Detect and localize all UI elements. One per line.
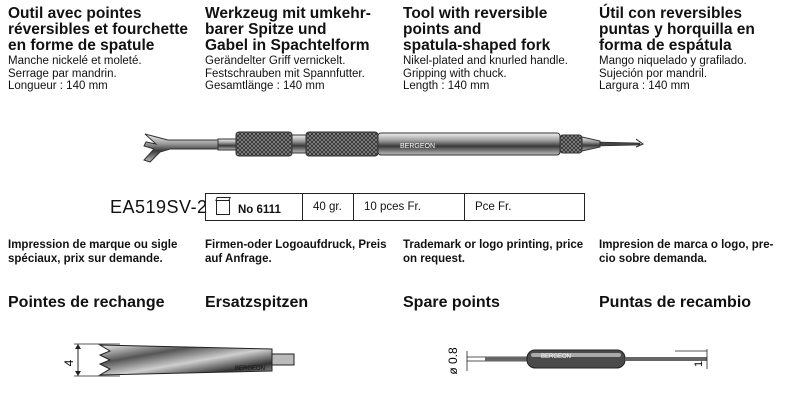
spatula-fork	[144, 134, 218, 162]
desc-es: Mango niquelado y grafilado. Sujeción por mandril. Largura : 140 mm	[599, 55, 747, 92]
column-en	[403, 6, 595, 93]
desc-fr: Manche nickelé et moleté. Serrage par mandrin. Longueur : 140 mm	[8, 55, 142, 92]
knurled-grip	[236, 132, 292, 156]
desc-en: Nikel-plated and knurled handle. Gripping with chuck. Length : 140 mm	[403, 55, 568, 92]
chuck	[560, 135, 582, 153]
desc-de: Gerändelter Griff vernickelt. Festschrauben mit Spannfutter. Gesamtlänge : 140 mm	[205, 55, 365, 92]
tool-illustration	[140, 122, 680, 168]
column-de	[205, 6, 397, 93]
pin-brand-label: BERGEON	[541, 354, 572, 360]
spare-heading-es: Puntas de recambio	[599, 294, 752, 311]
note-en: Trademark or logo printing, price on request.	[403, 239, 584, 265]
spare-brand-label: BERGEON	[235, 366, 266, 372]
product-code: EA519SV-2	[110, 197, 208, 217]
order-table	[205, 193, 585, 221]
title-en: Tool with reversible points and spatula-shaped fork	[403, 5, 551, 54]
brand-label: BERGEON	[400, 143, 436, 150]
height-label: 4	[62, 359, 76, 367]
product-number: No 6111	[238, 204, 281, 216]
spare-pin-drawing	[445, 335, 715, 385]
package-icon	[216, 200, 230, 215]
spare-heading-fr: Pointes de rechange	[8, 294, 165, 311]
note-es: Impresion de marca o logo, pre- cio sobre demanda.	[599, 239, 774, 265]
note-fr: Impression de marque ou sigle spéciaux, prix sur demande.	[8, 239, 178, 265]
tip-label: 1	[693, 360, 705, 367]
point-tip	[600, 142, 640, 146]
diameter-label: ø 0.8	[446, 347, 460, 375]
column-fr	[8, 6, 200, 93]
title-de: Werkzeug mit umkehr- barer Spitze und Gabel in Spachtelform	[205, 5, 371, 54]
note-de: Firmen-oder Logoaufdruck, Preis auf Anfrage.	[205, 239, 387, 265]
spare-spatula-drawing	[60, 335, 320, 385]
price-pack: 10 pces Fr.	[354, 194, 465, 221]
spare-heading-de: Ersatzspitzen	[205, 294, 309, 311]
title-fr: Outil avec pointes réversibles et fourchette en forme de spatule	[8, 5, 189, 54]
weight: 40 gr.	[303, 194, 354, 221]
title-es: Útil con reversibles puntas y horquilla en forma de espátula	[599, 5, 755, 54]
price-piece: Pce Fr.	[465, 194, 585, 221]
product-number-cell	[206, 194, 303, 221]
column-es	[599, 6, 790, 93]
spare-heading-en: Spare points	[403, 294, 500, 311]
